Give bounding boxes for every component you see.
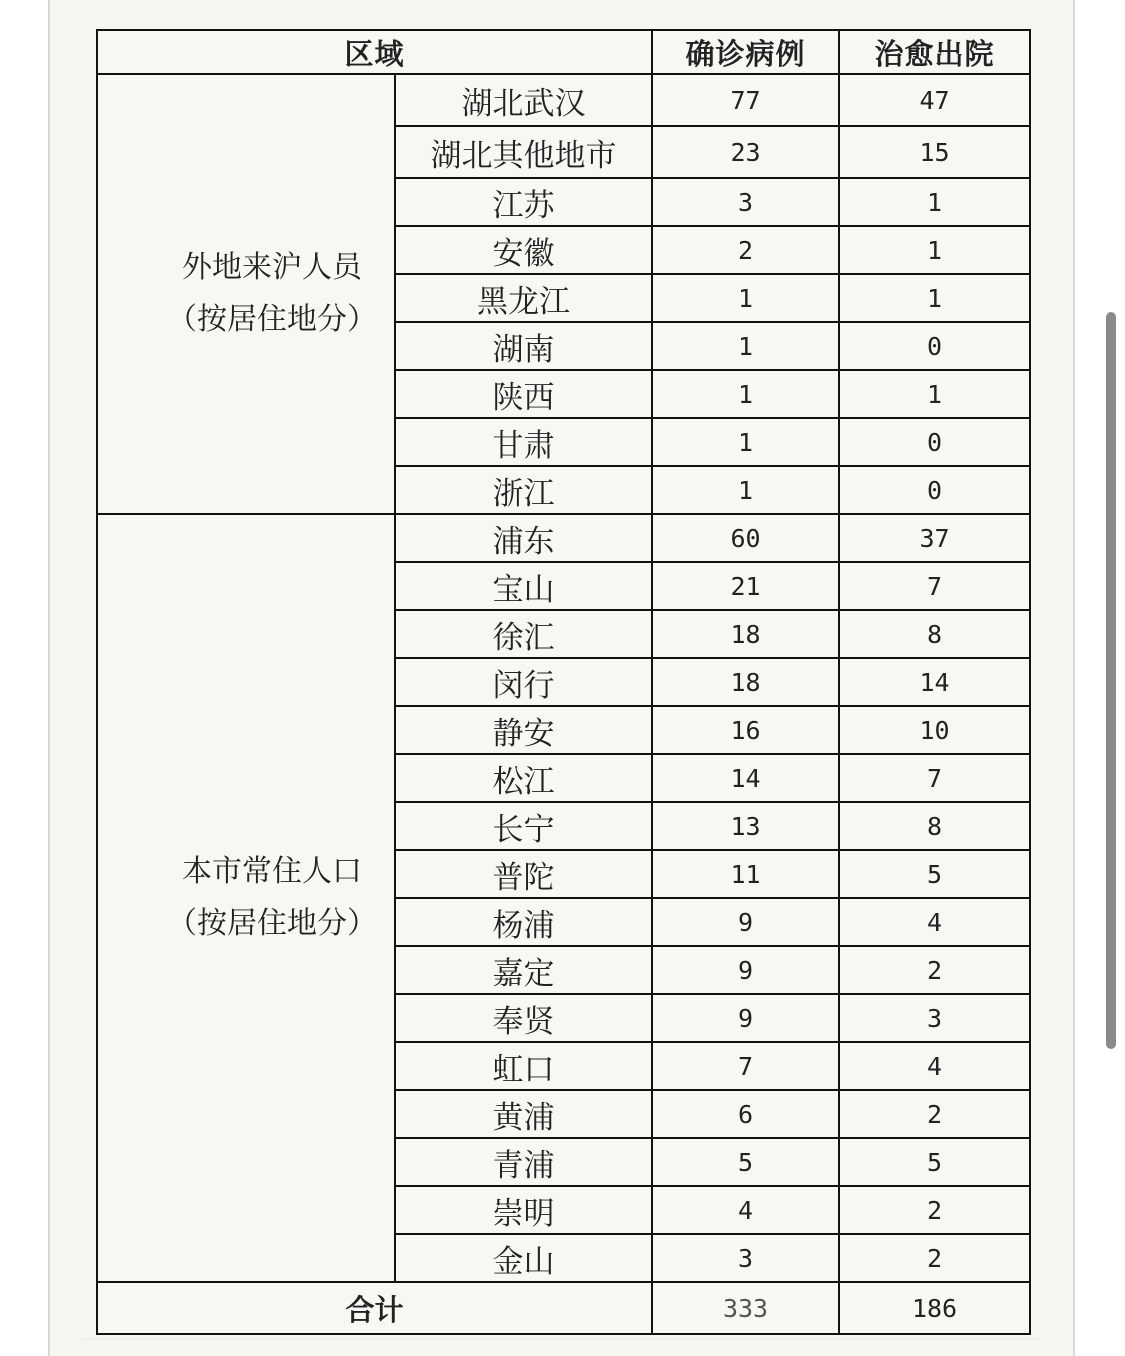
recovered-cell: 2 — [839, 1090, 1030, 1138]
confirmed-cell: 9 — [652, 994, 839, 1042]
confirmed-cell: 1 — [652, 274, 839, 322]
recovered-cell: 0 — [839, 322, 1030, 370]
confirmed-cell: 1 — [652, 418, 839, 466]
confirmed-cell: 7 — [652, 1042, 839, 1090]
recovered-cell: 7 — [839, 754, 1030, 802]
confirmed-cell: 14 — [652, 754, 839, 802]
recovered-cell: 1 — [839, 226, 1030, 274]
recovered-cell: 5 — [839, 1138, 1030, 1186]
district-cell: 甘肃 — [395, 418, 652, 466]
recovered-cell: 2 — [839, 1186, 1030, 1234]
recovered-cell: 0 — [839, 466, 1030, 514]
recovered-cell: 7 — [839, 562, 1030, 610]
group-label-line2: （按居住地分） — [167, 302, 377, 337]
group-label — [97, 74, 395, 514]
header-row — [97, 30, 1030, 74]
confirmed-cell: 3 — [652, 1234, 839, 1282]
district-cell: 宝山 — [395, 562, 652, 610]
confirmed-cell: 1 — [652, 322, 839, 370]
confirmed-cell: 11 — [652, 850, 839, 898]
header-region: 区域 — [97, 30, 652, 74]
district-cell: 崇明 — [395, 1186, 652, 1234]
group-label — [97, 514, 395, 1282]
group-label-line2: （按居住地分） — [167, 906, 377, 941]
table-body — [97, 74, 1030, 1282]
confirmed-cell: 3 — [652, 178, 839, 226]
confirmed-cell: 60 — [652, 514, 839, 562]
recovered-cell: 0 — [839, 418, 1030, 466]
district-cell: 长宁 — [395, 802, 652, 850]
recovered-cell: 4 — [839, 1042, 1030, 1090]
district-cell: 陕西 — [395, 370, 652, 418]
header-confirmed: 确诊病例 — [652, 30, 839, 74]
group-label-line1: 外地来沪人员 — [182, 250, 362, 285]
recovered-cell: 10 — [839, 706, 1030, 754]
district-cell: 普陀 — [395, 850, 652, 898]
district-cell: 黑龙江 — [395, 274, 652, 322]
recovered-cell: 14 — [839, 658, 1030, 706]
recovered-cell: 47 — [839, 74, 1030, 126]
recovered-cell: 15 — [839, 126, 1030, 178]
district-cell: 安徽 — [395, 226, 652, 274]
district-cell: 青浦 — [395, 1138, 652, 1186]
recovered-cell: 4 — [839, 898, 1030, 946]
district-cell: 黄浦 — [395, 1090, 652, 1138]
total-confirmed: 333 — [652, 1282, 839, 1334]
header-recovered: 治愈出院 — [839, 30, 1030, 74]
district-cell: 虹口 — [395, 1042, 652, 1090]
district-cell: 徐汇 — [395, 610, 652, 658]
recovered-cell: 1 — [839, 370, 1030, 418]
confirmed-cell: 13 — [652, 802, 839, 850]
confirmed-cell: 23 — [652, 126, 839, 178]
total-label: 合计 — [97, 1282, 652, 1334]
district-cell: 金山 — [395, 1234, 652, 1282]
confirmed-cell: 5 — [652, 1138, 839, 1186]
district-cell: 浦东 — [395, 514, 652, 562]
recovered-cell: 1 — [839, 274, 1030, 322]
district-cell: 江苏 — [395, 178, 652, 226]
recovered-cell: 1 — [839, 178, 1030, 226]
confirmed-cell: 9 — [652, 898, 839, 946]
district-cell: 浙江 — [395, 466, 652, 514]
district-cell: 嘉定 — [395, 946, 652, 994]
district-cell: 湖南 — [395, 322, 652, 370]
recovered-cell: 8 — [839, 610, 1030, 658]
recovered-cell: 2 — [839, 1234, 1030, 1282]
table-row — [97, 514, 1030, 562]
district-cell: 奉贤 — [395, 994, 652, 1042]
recovered-cell: 8 — [839, 802, 1030, 850]
district-cell: 杨浦 — [395, 898, 652, 946]
vertical-scrollbar[interactable] — [1106, 312, 1116, 1049]
confirmed-cell: 2 — [652, 226, 839, 274]
district-cell: 闵行 — [395, 658, 652, 706]
total-recovered: 186 — [839, 1282, 1030, 1334]
confirmed-cell: 9 — [652, 946, 839, 994]
district-cell: 湖北其他地市 — [395, 126, 652, 178]
table-row — [97, 74, 1030, 126]
confirmed-cell: 4 — [652, 1186, 839, 1234]
total-row — [97, 1282, 1030, 1334]
confirmed-cell: 16 — [652, 706, 839, 754]
recovered-cell: 37 — [839, 514, 1030, 562]
recovered-cell: 2 — [839, 946, 1030, 994]
confirmed-cell: 1 — [652, 370, 839, 418]
confirmed-cell: 18 — [652, 610, 839, 658]
confirmed-cell: 1 — [652, 466, 839, 514]
district-cell: 松江 — [395, 754, 652, 802]
district-cell: 静安 — [395, 706, 652, 754]
confirmed-cell: 77 — [652, 74, 839, 126]
confirmed-cell: 21 — [652, 562, 839, 610]
confirmed-cell: 18 — [652, 658, 839, 706]
bottom-divider — [82, 1338, 1042, 1340]
district-cell: 湖北武汉 — [395, 74, 652, 126]
recovered-cell: 3 — [839, 994, 1030, 1042]
recovered-cell: 5 — [839, 850, 1030, 898]
confirmed-cell: 6 — [652, 1090, 839, 1138]
case-table — [96, 29, 1031, 1335]
group-label-line1: 本市常住人口 — [182, 854, 362, 889]
